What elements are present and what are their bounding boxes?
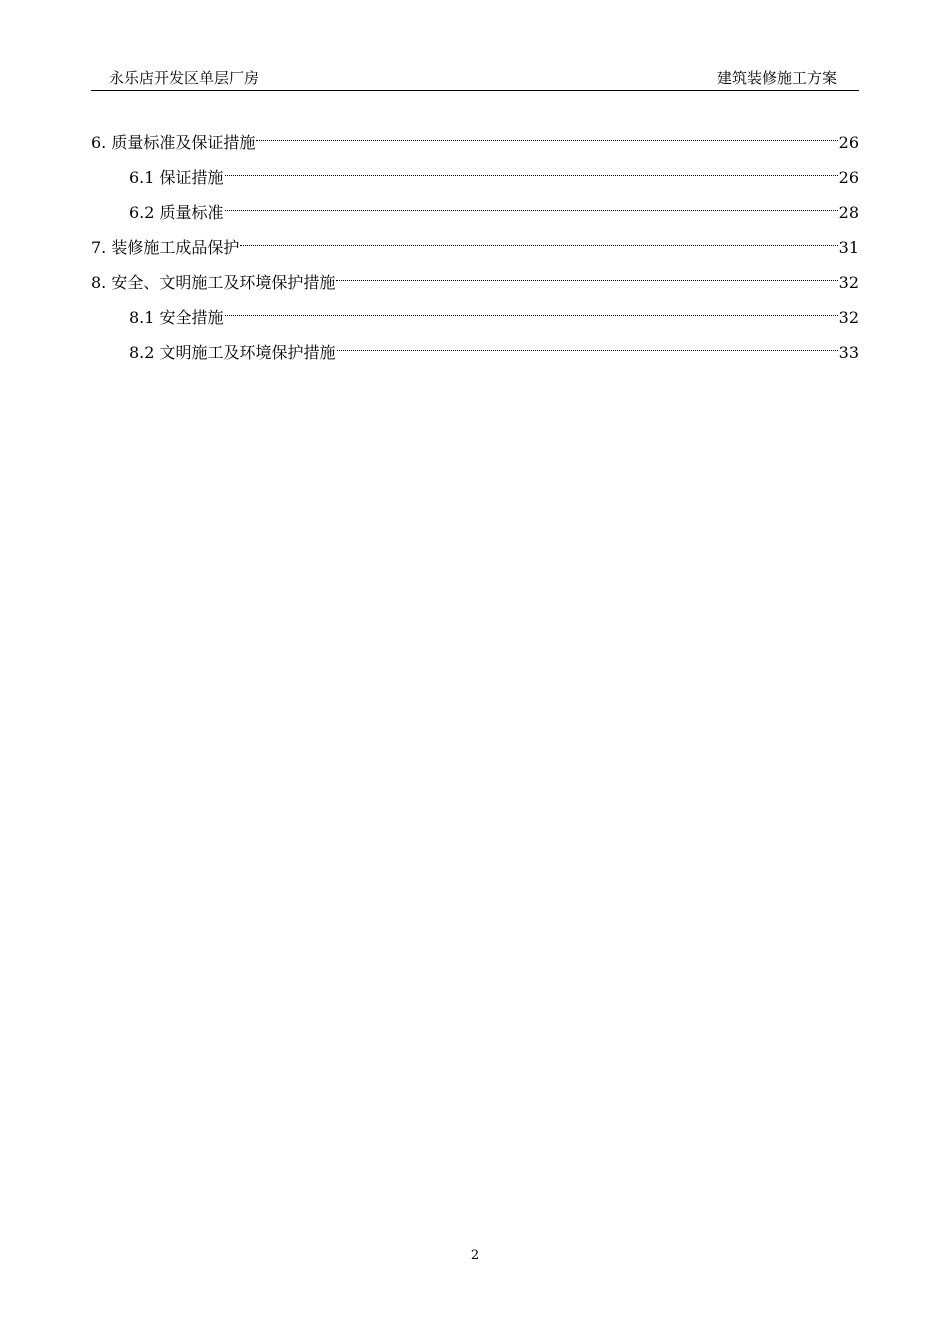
header-document-title: 建筑装修施工方案 [716, 69, 837, 87]
toc-dot-leader [256, 120, 837, 148]
toc-entry-title: 7. 装修施工成品保护 [91, 238, 240, 257]
toc-entry-title: 6.2 质量标准 [129, 203, 224, 222]
toc-entry-page: 28 [838, 203, 859, 222]
toc-entry-7[interactable] [91, 225, 859, 260]
toc-entry-page: 32 [838, 273, 859, 292]
toc-entry-title: 8.2 文明施工及环境保护措施 [129, 343, 336, 362]
toc-entry-8[interactable] [91, 260, 859, 295]
toc-entry-page: 32 [838, 308, 859, 327]
toc-entry-6-1[interactable] [91, 155, 859, 190]
toc-dot-leader [336, 260, 837, 288]
toc-entry-title: 8. 安全、文明施工及环境保护措施 [91, 273, 336, 292]
toc-dot-leader [225, 295, 838, 323]
table-of-contents [91, 120, 859, 365]
header-project-name: 永乐店开发区单层厂房 [109, 69, 260, 87]
toc-dot-leader [240, 225, 837, 253]
toc-entry-page: 26 [838, 168, 859, 187]
page-number: 2 [470, 1248, 480, 1263]
toc-dot-leader [337, 330, 838, 358]
toc-entry-page: 33 [838, 343, 859, 362]
toc-entry-6[interactable] [91, 120, 859, 155]
toc-entry-6-2[interactable] [91, 190, 859, 225]
toc-entry-8-1[interactable] [91, 295, 859, 330]
toc-dot-leader [225, 190, 838, 218]
toc-entry-8-2[interactable] [91, 330, 859, 365]
toc-entry-title: 6.1 保证措施 [129, 168, 224, 187]
toc-dot-leader [225, 155, 838, 183]
page-header [91, 66, 859, 91]
toc-entry-page: 26 [838, 133, 859, 152]
toc-entry-title: 8.1 安全措施 [129, 308, 224, 327]
page-footer [0, 1246, 950, 1266]
toc-entry-page: 31 [838, 238, 859, 257]
toc-entry-title: 6. 质量标准及保证措施 [91, 133, 256, 152]
